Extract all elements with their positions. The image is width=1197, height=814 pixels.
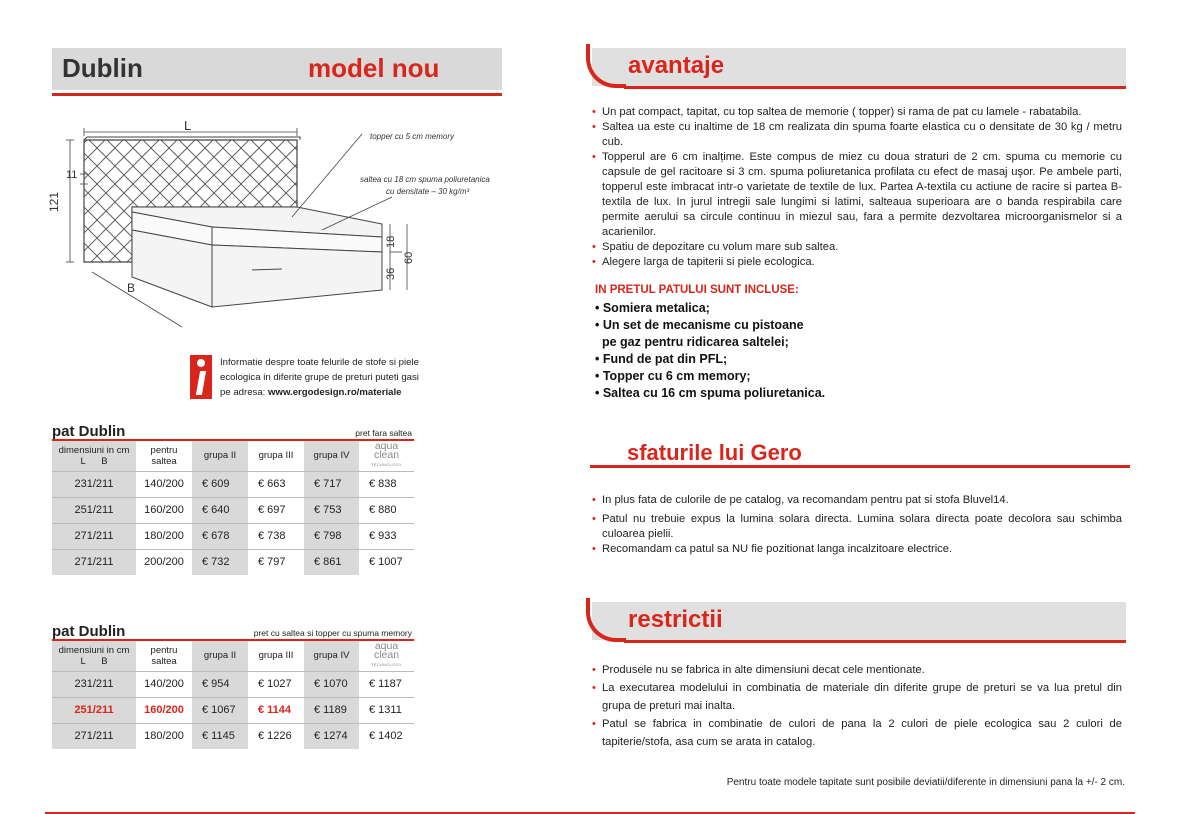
section-avantaje (586, 48, 1126, 88)
page-subtitle: model nou (308, 53, 440, 83)
col-header-g4: grupa IV (304, 441, 359, 471)
price-table-with-mattress (52, 623, 414, 749)
gero-rule (590, 465, 1130, 468)
aqua-clean-logo: aqua clean TECHNOLOGY (370, 640, 402, 668)
page-title: Dublin (62, 53, 143, 83)
list-item: • Spatiu de depozitare cu volum mare sub saltea. (592, 240, 1122, 255)
section-title: avantaje (628, 52, 725, 79)
dim-L-label: L (184, 118, 192, 133)
callout-topper: topper cu 5 cm memory (370, 132, 455, 141)
list-item: • Patul nu trebuie expus la lumina solara directa. Lumina solara directa poate decolora sau schimba culoarea pielii. (592, 512, 1122, 542)
info-box (190, 355, 430, 405)
col-header-dim: dimensiuni in cm L B (52, 441, 136, 471)
list-item: • Un set de mecanisme cu pistoane (595, 318, 804, 332)
table-row: 231/211 140/200 € 954 € 1027 € 1070 € 1187 (52, 671, 414, 697)
footnote: Pentru toate modele tapitate sunt posibile deviatii/diferente in dimensiuni pana la +/- 2 cm. (726, 777, 1125, 788)
list-item: • Produsele nu se fabrica in alte dimensiuni decat cele mentionate. (592, 661, 1122, 679)
title-bar (52, 48, 502, 90)
col-header-saltea: pentru saltea (150, 444, 178, 467)
dim-36-label: 36 (385, 267, 397, 280)
info-icon (190, 355, 212, 399)
section-title: restrictii (628, 606, 723, 633)
gero-list (592, 493, 1122, 557)
table-row: 231/211 140/200 € 609 € 663 € 717 € 838 (52, 471, 414, 497)
table-note: pret cu saltea si topper cu spuma memory (253, 628, 412, 638)
table-row: 271/211 180/200 € 1145 € 1226 € 1274 € 1402 (52, 723, 414, 749)
col-header-g3: grupa III (258, 650, 294, 662)
list-item: • Un pat compact, tapitat, cu top saltea de memorie ( topper) si rama de pat cu lamele - rabatabila. (592, 105, 1122, 120)
list-item: • Alegere larga de tapiterii si piele ecologica. (592, 255, 1122, 270)
dim-121-label: 121 (47, 191, 61, 212)
col-header-dim: dimensiuni in cm L B (52, 641, 136, 671)
dim-B-label: B (127, 281, 136, 295)
col-header-saltea: pentru saltea (150, 644, 178, 667)
list-item: • Saltea cu 16 cm spuma poliuretanica. (595, 386, 826, 400)
mattress (132, 207, 382, 307)
info-text: Informatie despre toate felurile de stofe si piele ecologica in diferite grupe de preturi puteti gasi pe adresa: www.ergodesign.ro/materiale (220, 357, 419, 398)
aqua-clean-logo: aqua clean TECHNOLOGY (370, 440, 402, 468)
title-rule (52, 93, 502, 96)
dim-11-label: 11 (66, 169, 78, 181)
list-item: • Patul se fabrica in combinatie de culori de pana la 2 culori de piele ecologica sau 2 culori de tapiterie/stofa, asa cum se arata in catalog. (592, 715, 1122, 751)
col-header-g4: grupa IV (304, 641, 359, 671)
materials-link[interactable]: www.ergodesign.ro/materiale (268, 387, 402, 398)
avantaje-list (592, 105, 1122, 270)
list-item: • In plus fata de culorile de pe catalog, va recomandam pentru pat si stofa Bluvel14. (592, 493, 1122, 508)
list-item: • Topperul are 6 cm inalțime. Este compus de miez cu doua straturi de 2 cm. spuma cu memorie cu capsule de gel racitoare si 3 cm. spuma poliuretanica profilata cu efect de masaj uşor. Pe ambele parti, topperul este imbracat intr-o varietate de textile de lux. Partea A-textila cu actiune de racire si partea B-textila de lux. In jurul intregii sale lungimi si latimi, salteaua superioara are o banda respirabila care permite aerului sa circule continuu in miezul sau, fara a permite dezvoltarea microorganismelor si a acarienilor. (592, 150, 1122, 240)
col-header-g2: grupa II (192, 441, 248, 471)
price-table-no-mattress (52, 423, 414, 575)
table-row: 271/211 180/200 € 678 € 738 € 798 € 933 (52, 523, 414, 549)
table-title: pat Dublin (52, 623, 126, 640)
list-item: • Saltea ua este cu inaltime de 18 cm realizata din spuma foarte elastica cu o densitate de 30 kg / metru cub. (592, 120, 1122, 150)
list-item: • Recomandam ca patul sa NU fie pozitionat langa incalzitoare electrice. (592, 542, 1122, 557)
table-title: pat Dublin (52, 423, 126, 440)
table-note: pret fara saltea (355, 428, 412, 438)
table-row: 251/211 160/200 € 640 € 697 € 753 € 880 (52, 497, 414, 523)
table-row-highlighted: 251/211 160/200 € 1067 € 1144 € 1189 € 1311 (52, 697, 414, 723)
list-item: • La executarea modelului in combinatia de materiale din diferite grupe de preturi se va lua pretul din grupa de preturi mai inalta. (592, 679, 1122, 715)
list-item: • Somiera metalica; (595, 301, 710, 315)
table-row: 271/211 200/200 € 732 € 797 € 861 € 1007 (52, 549, 414, 575)
price-table (52, 441, 414, 575)
price-table (52, 641, 414, 749)
list-item: • Fund de pat din PFL; (595, 352, 728, 366)
included-title: IN PRETUL PATULUI SUNT INCLUSE: (595, 284, 799, 296)
bed-diagram (47, 112, 502, 342)
list-item: pe gaz pentru ridicarea saltelei; (595, 335, 789, 349)
callout-saltea-2: cu densitate – 30 kg/m³ (386, 187, 470, 196)
col-header-g3: grupa III (258, 450, 294, 462)
included-list (595, 300, 825, 402)
section-title-gero: sfaturile lui Gero (627, 440, 802, 465)
list-item: • Topper cu 6 cm memory; (595, 369, 751, 383)
section-restrictii (586, 602, 1126, 642)
callout-saltea-1: saltea cu 18 cm spuma poliuretanica (360, 175, 490, 184)
dim-60-label: 60 (403, 251, 415, 264)
dim-18-label: 18 (385, 235, 397, 248)
restrictii-list (592, 661, 1122, 751)
col-header-g2: grupa II (192, 641, 248, 671)
